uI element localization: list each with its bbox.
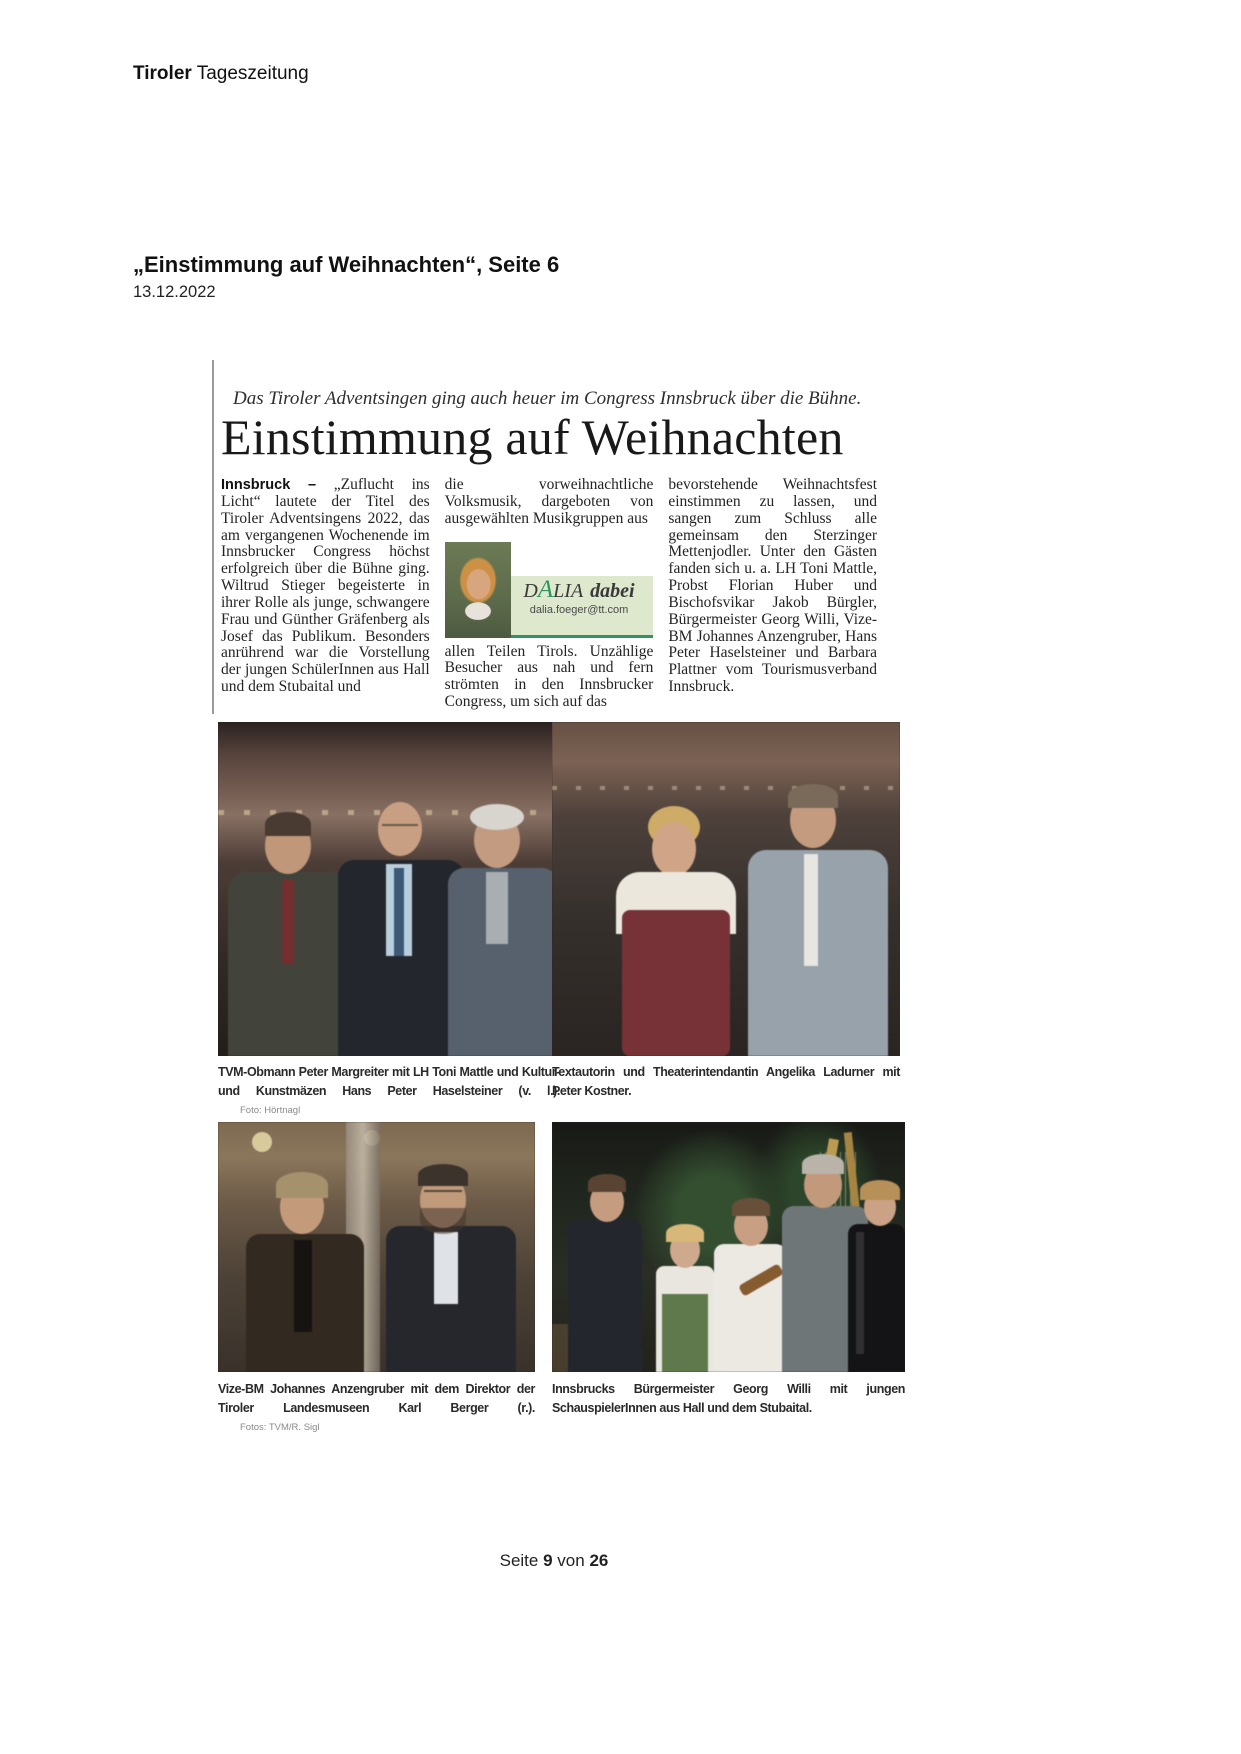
photo-anzengruber-berger [218, 1122, 535, 1372]
photo-credit-3: Fotos: TVM/R. Sigl [240, 1422, 320, 1433]
photo-ladurner-kostner [552, 722, 900, 1056]
article-title: „Einstimmung auf Weihnachten“, Seite 6 [133, 252, 560, 277]
photo-caption-4: Innsbrucks Bürgermeister Georg Willi mit jungen SchauspielerInnen aus Hall und dem Stubaital. [552, 1382, 905, 1415]
page-footer: Seite 9 von 26 [499, 1551, 609, 1570]
column-2-text-top: die vorweihnachtliche Volksmusik, dargeboten von ausgewählten Musikgruppen aus [444, 476, 654, 527]
clipping-left-rule [212, 360, 214, 714]
article-headline: Einstimmung auf Weihnachten [221, 409, 844, 465]
article-column-2 [445, 477, 654, 711]
article-kicker: Das Tiroler Adventsingen ging auch heuer im Congress Innsbruck über die Bühne. [233, 388, 862, 409]
photo-caption-2: Textautorin und Theaterintendantin Angelika Ladurner mit Peter Kostner. [552, 1065, 900, 1098]
column-1-text: „Zuflucht ins Licht“ lautete der Titel des Tiroler Adventsingens 2022, das am vergangenen Wochenende im Innsbrucker Congress höchst erfolgreich über die Bühne ging. Wiltrud Stieger begeisterte in ihrer Rolle als junge, schwangere Frau und Günther Gräfenberg als Josef das Publikum. Besonders anrührend war die Vorstellung der jungen SchülerInnen aus Hall und dem Stubaital und [221, 476, 430, 696]
article-date: 13.12.2022 [133, 283, 216, 301]
dalia-email: dalia.foeger@tt.com [529, 604, 629, 617]
dalia-ad-panel [505, 576, 654, 638]
dalia-logo: DALIA dabei [523, 575, 635, 603]
column-2-text-bottom: allen Teilen Tirols. Unzählige Besucher aus nah und fern strömten in den Innsbrucker Congress, um sich auf das [444, 642, 654, 711]
dalia-ad [445, 542, 654, 638]
footer-page-number: 9 [543, 1551, 553, 1570]
footer-page-total: 26 [589, 1551, 609, 1570]
masthead-brand-rest: Tageszeitung [191, 63, 309, 84]
article-body [221, 477, 877, 711]
photo-willi-schauspieler [552, 1122, 905, 1372]
newspaper-masthead [133, 63, 309, 85]
article-column-3: bevorstehende Weihnachtsfest einstimmen zu lassen, und sangen zum Schluss alle gemeinsam den Sterzinger Mettenjodler. Unter den Gästen fanden sich u. a. LH Toni Mattle, Probst Florian Huber und Bischofsvikar Jakob Bürgler, Bürgermeister Georg Willi, Vize-BM Johannes Anzengruber, Hans Peter Haselsteiner und Barbara Plattner vom Tourismusverband Innsbruck. [668, 476, 878, 696]
photo-caption-1: TVM-Obmann Peter Margreiter mit LH Toni Mattle und Kultur- und Kunstmäzen Hans Peter Haselsteiner (v. l.). Foto: Hörtnagl [218, 1065, 560, 1116]
dalia-portrait-photo [445, 542, 511, 638]
photo-margreiter-mattle-haselsteiner [218, 722, 560, 1056]
dateline: Innsbruck – [221, 477, 317, 493]
article-column-1 [221, 477, 430, 711]
photo-caption-3: Vize-BM Johannes Anzengruber mit dem Direktor der Tiroler Landesmuseen Karl Berger (r.). Fotos: TVM/R. Sigl [218, 1382, 535, 1433]
photo-credit-1: Foto: Hörtnagl [240, 1105, 301, 1116]
masthead-brand-bold: Tiroler [133, 63, 192, 84]
